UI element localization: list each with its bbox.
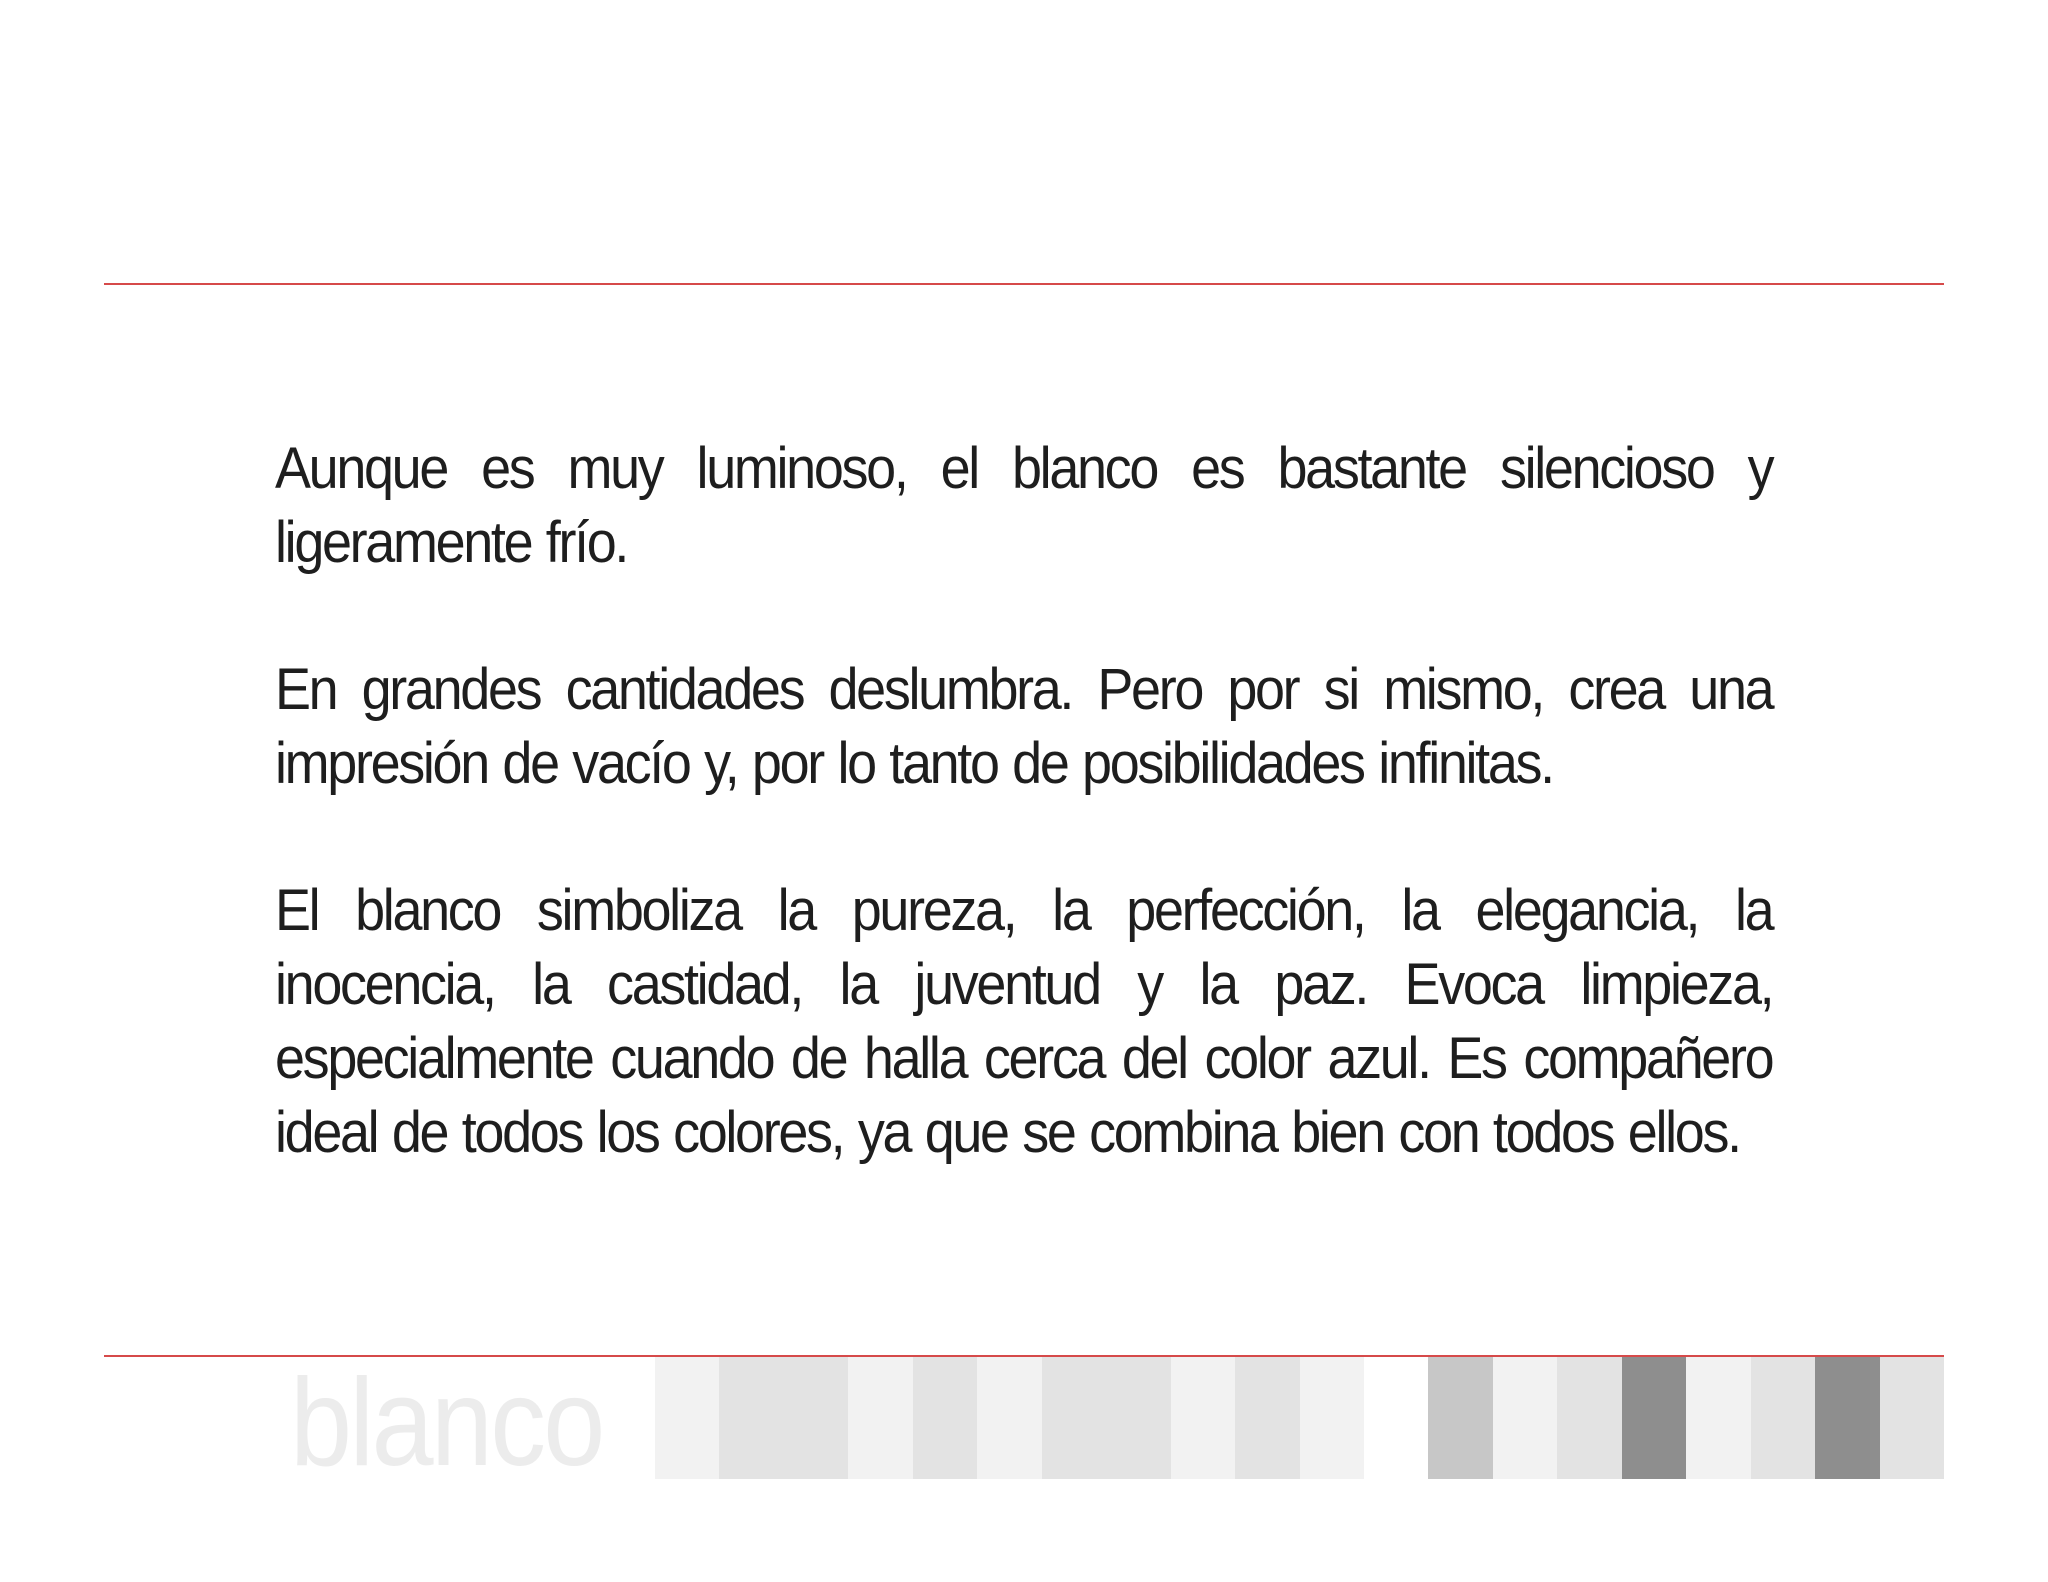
color-swatch	[913, 1357, 978, 1479]
color-swatch	[848, 1357, 913, 1479]
color-swatch	[1364, 1357, 1429, 1479]
top-divider	[104, 283, 1944, 285]
color-swatch	[1880, 1357, 1945, 1479]
color-swatch	[1815, 1357, 1880, 1479]
paragraph-2: En grandes cantidades deslumbra. Pero por si mismo, crea una impresión de vacío y, por lo tanto de posibilidades infinitas.	[275, 657, 1773, 796]
color-swatch	[1686, 1357, 1751, 1479]
body-text	[275, 432, 1772, 1243]
color-swatch	[1428, 1357, 1493, 1479]
color-swatch	[977, 1357, 1042, 1479]
color-swatch	[1751, 1357, 1816, 1479]
paragraph-3: El blanco simboliza la pureza, la perfección, la elegancia, la inocencia, la castidad, la juventud y la paz. Evoca limpieza, especialmente cuando de halla cerca del color azul. Es compañero ideal de todos los colores, ya que se combina bien con todos ellos.	[275, 878, 1773, 1165]
color-name-label: blanco	[290, 1354, 603, 1492]
color-swatch	[1300, 1357, 1365, 1479]
color-swatch	[1622, 1357, 1687, 1479]
paragraph-1: Aunque es muy luminoso, el blanco es bastante silencioso y ligeramente frío.	[275, 436, 1773, 575]
swatch-strip	[655, 1357, 1944, 1479]
color-swatch	[1171, 1357, 1236, 1479]
color-swatch	[1235, 1357, 1300, 1479]
color-swatch	[655, 1357, 720, 1479]
color-swatch	[1042, 1357, 1107, 1479]
color-swatch	[1493, 1357, 1558, 1479]
color-swatch	[719, 1357, 784, 1479]
color-swatch	[1557, 1357, 1622, 1479]
color-swatch	[784, 1357, 849, 1479]
color-swatch	[1106, 1357, 1171, 1479]
